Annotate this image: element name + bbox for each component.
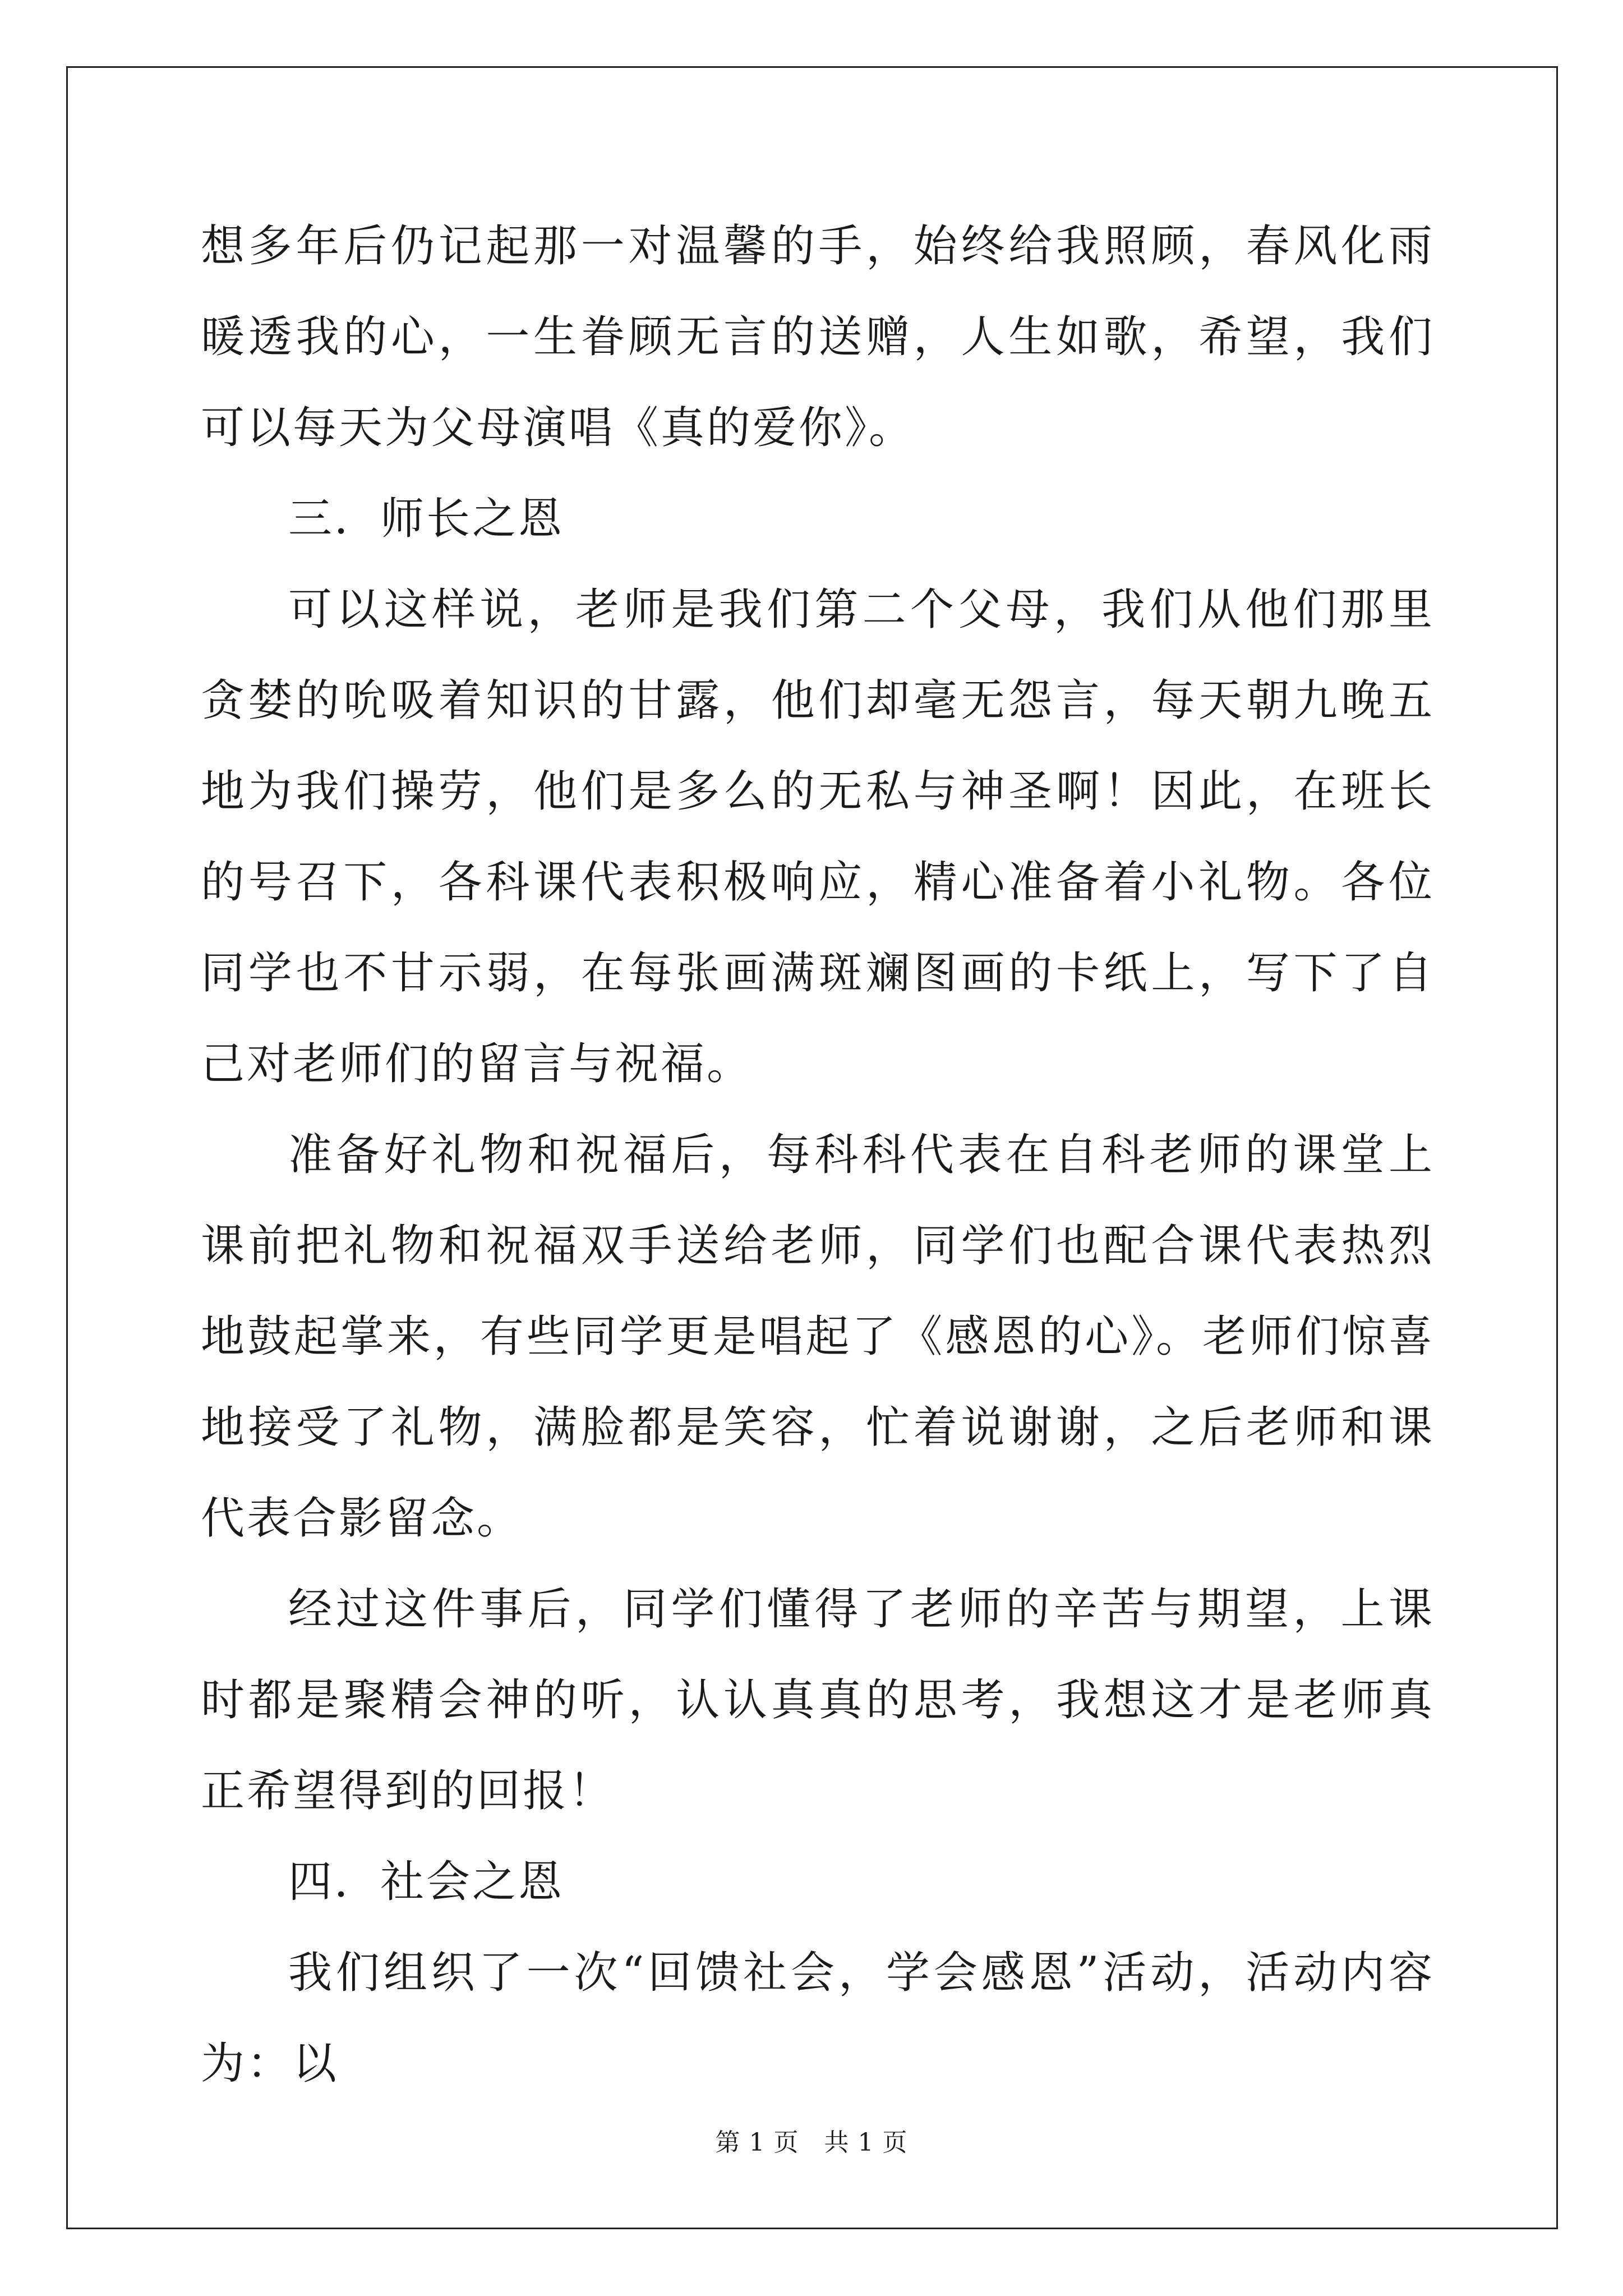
page-footer: 第 1 页 共 1 页: [715, 2128, 908, 2157]
paragraph: 经过这件事后，同学们懂得了老师的辛苦与期望，上课时都是聚精会神的听，认认真真的思考，我想这才是老师真正希望得到的回报！: [201, 1584, 1435, 1816]
section-heading-teachers: 三．师长之恩: [288, 494, 565, 544]
paragraph: 准备好礼物和祝福后，每科科代表在自科老师的课堂上课前把礼物和祝福双手送给老师，同学们也配合课代表热烈地鼓起掌来，有些同学更是唱起了《感恩的心》。老师们惊喜地接受了礼物，满脸都是笑容，忙着说谢谢，之后老师和课代表合影留念。: [201, 1130, 1435, 1544]
document-body: [201, 201, 1435, 2109]
paragraph: 可以这样说，老师是我们第二个父母，我们从他们那里贪婪的吮吸着知识的甘露，他们却毫无怨言，每天朝九晚五地为我们操劳，他们是多么的无私与神圣啊！因此，在班长的号召下，各科课代表积极响应，精心准备着小礼物。各位同学也不甘示弱，在每张画满斑斓图画的卡纸上，写下了自己对老师们的留言与祝福。: [201, 585, 1435, 1089]
paragraph: 我们组织了一次“回馈社会，学会感恩”活动，活动内容为：以: [201, 1948, 1435, 2089]
paragraph-continuation: 想多年后仍记起那一对温馨的手，始终给我照顾，春风化雨暖透我的心，一生眷顾无言的送赠，人生如歌，希望，我们可以每天为父母演唱《真的爱你》。: [201, 221, 1435, 453]
section-heading-society: 四．社会之恩: [288, 1857, 565, 1907]
